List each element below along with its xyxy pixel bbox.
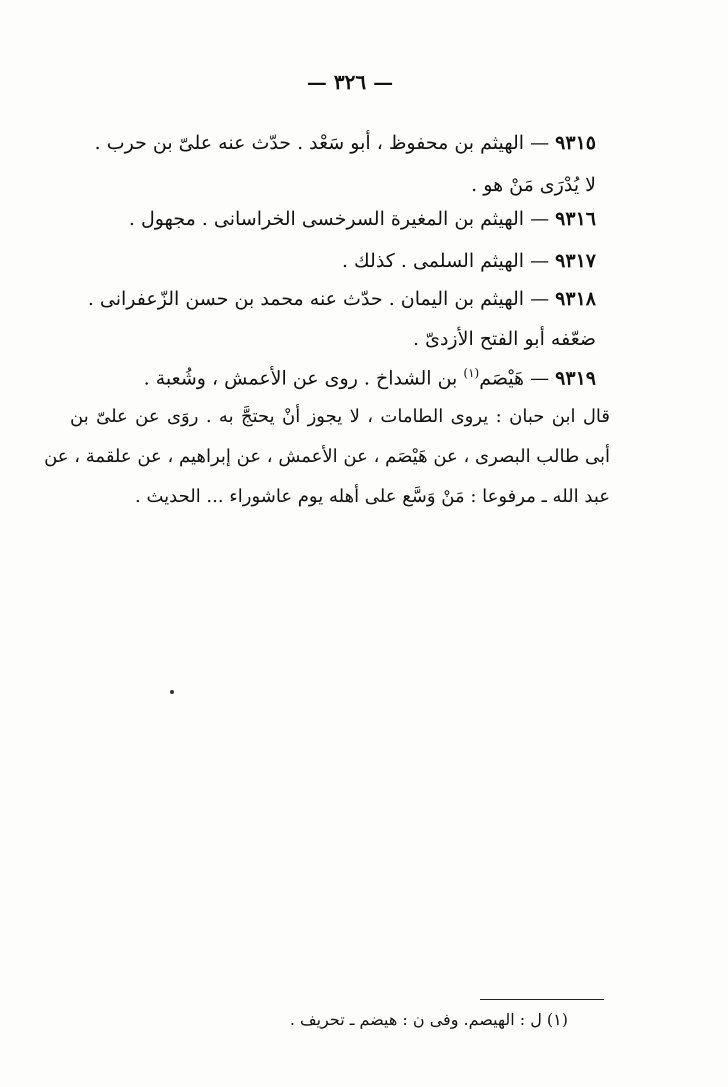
entry-number: ٩٣١٩ bbox=[555, 367, 596, 390]
entry-9315-continuation bbox=[76, 174, 596, 196]
entry-text: ضعّفه أبو الفتح الأزدىّ . bbox=[413, 328, 596, 350]
entry-name: — هَيْصَم bbox=[479, 367, 550, 390]
paragraph-line: قال ابن حبان : يروى الطامات ، لا يجوز أنْ يحتجَّ به . روَى عن علىّ بن bbox=[70, 406, 610, 427]
footnote-marker: (١) bbox=[463, 366, 480, 380]
entry-text: — الهيثم بن المغيرة السرخسى الخراسانى . مجهول . bbox=[128, 208, 550, 230]
entry-number: ٩٣١٥ bbox=[555, 132, 596, 154]
entry-text: بن الشداخ . روى عن الأعمش ، وشُعبة . bbox=[143, 367, 464, 390]
entry-9317 bbox=[76, 250, 596, 272]
page-number: — ٣٢٦ — bbox=[306, 70, 394, 94]
entry-text: لا يُدْرَى مَنْ هو . bbox=[471, 174, 596, 196]
print-speck bbox=[170, 690, 174, 694]
entry-text: — الهيثم بن محفوظ ، أبو سَعْد . حدّث عنه علىّ بن حرب . bbox=[94, 132, 550, 154]
footnote-divider bbox=[480, 999, 604, 1000]
entry-number: ٩٣١٨ bbox=[555, 288, 596, 310]
entry-9318-continuation bbox=[76, 328, 596, 350]
entry-9315 bbox=[76, 132, 596, 154]
footnote: (١) ل : الهيصم. وفى ن : هيضم ـ تحريف . bbox=[289, 1010, 568, 1029]
paragraph-line: أبى طالب البصرى ، عن هَيْصَم ، عن الأعمش ، عن إبراهيم ، عن علقمة ، عن bbox=[44, 446, 610, 467]
entry-text: — الهيثم بن اليمان . حدّث عنه محمد بن حسن الزّعفرانى . bbox=[87, 288, 550, 310]
entry-9318 bbox=[76, 288, 596, 310]
entry-number: ٩٣١٧ bbox=[555, 250, 596, 272]
entry-number: ٩٣١٦ bbox=[555, 208, 596, 230]
entry-text: — الهيثم السلمى . كذلك . bbox=[341, 250, 550, 272]
entry-9316 bbox=[76, 208, 596, 230]
paragraph-line: عبد الله ـ مرفوعا : مَنْ وَسَّع على أهله يوم عاشوراء ... الحديث . bbox=[135, 486, 610, 507]
entry-9319 bbox=[76, 366, 596, 389]
